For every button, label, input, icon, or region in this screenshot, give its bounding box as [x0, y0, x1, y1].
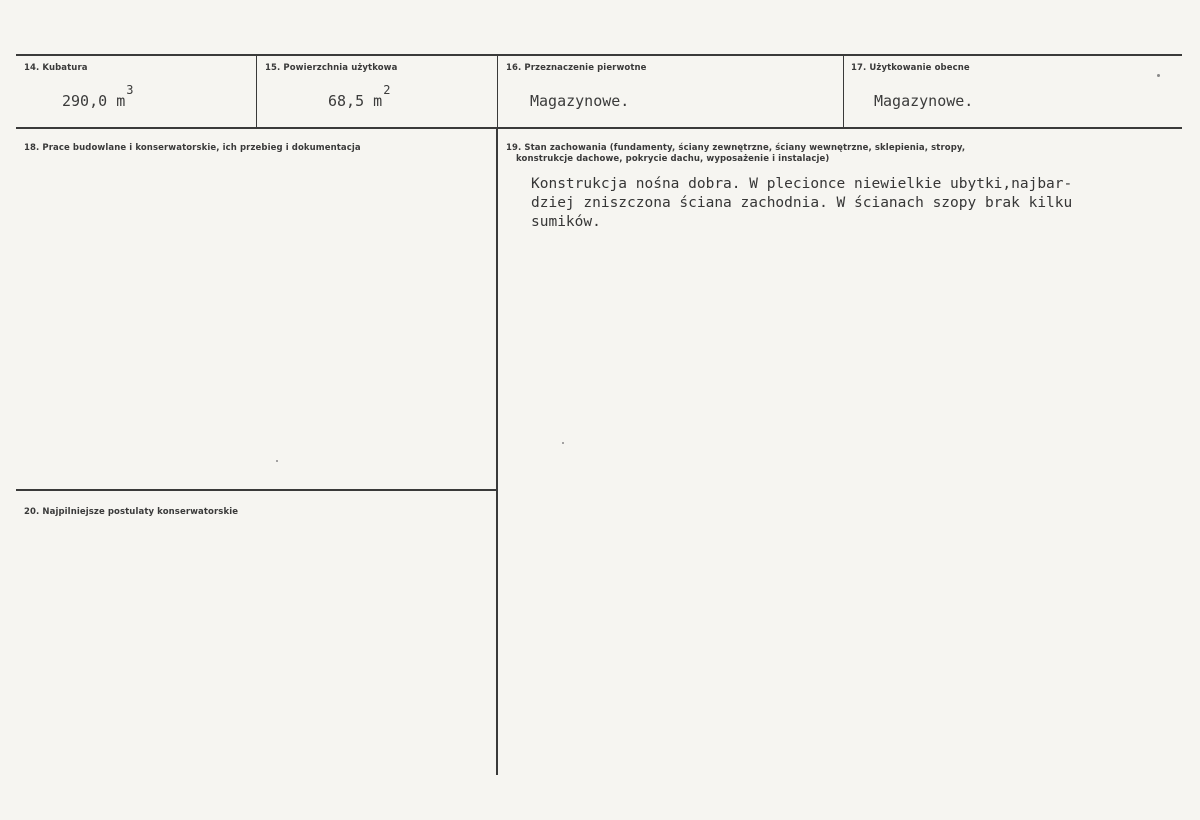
field-15-unit: m — [373, 92, 383, 110]
field-19-label-line2: konstrukcje dachowe, pokrycie dachu, wyposażenie i instalacje) — [516, 154, 830, 164]
field-17-label: 17. Użytkowanie obecne — [851, 63, 970, 73]
field-15-number: 68,5 — [328, 92, 365, 110]
field-14-value — [62, 83, 134, 110]
field-17-value: Magazynowe. — [874, 92, 974, 110]
field-20-label: 20. Najpilniejsze postulaty konserwatorskie — [24, 507, 239, 517]
paper-speck — [1157, 74, 1160, 77]
field-14-unit: m — [116, 92, 126, 110]
field-18-label: 18. Prace budowlane i konserwatorskie, ich przebieg i dokumentacja — [24, 143, 361, 153]
field-14-number: 290,0 — [62, 92, 108, 110]
paper-speck — [562, 442, 564, 444]
field-16-value: Magazynowe. — [530, 92, 630, 110]
divider-14-15 — [256, 55, 257, 128]
paper-speck — [276, 460, 278, 462]
field-19-line-1: Konstrukcja nośna dobra. W plecionce niewielkie ubytki,najbar- — [531, 176, 1073, 192]
divider-16-17 — [843, 55, 844, 128]
field-19-label-line1: 19. Stan zachowania (fundamenty, ściany zewnętrzne, ściany wewnętrzne, sklepienia, stropy, — [506, 143, 966, 153]
divider-15-16 — [497, 55, 498, 128]
field-16-label: 16. Przeznaczenie pierwotne — [506, 63, 647, 73]
field-15-label: 15. Powierzchnia użytkowa — [265, 63, 398, 73]
field-19-line-2: dziej zniszczona ściana zachodnia. W ścianach szopy brak kilku — [531, 195, 1073, 211]
field18-bottom-rule — [16, 489, 496, 491]
top-rule — [16, 54, 1182, 56]
field-15-exponent: 2 — [383, 83, 391, 97]
row1-bottom-rule — [16, 127, 1182, 129]
main-column-divider — [496, 128, 498, 775]
field-15-value — [328, 83, 391, 110]
field-14-exponent: 3 — [126, 83, 134, 97]
field-19-line-3: sumików. — [531, 214, 601, 230]
field-14-label: 14. Kubatura — [24, 63, 88, 73]
